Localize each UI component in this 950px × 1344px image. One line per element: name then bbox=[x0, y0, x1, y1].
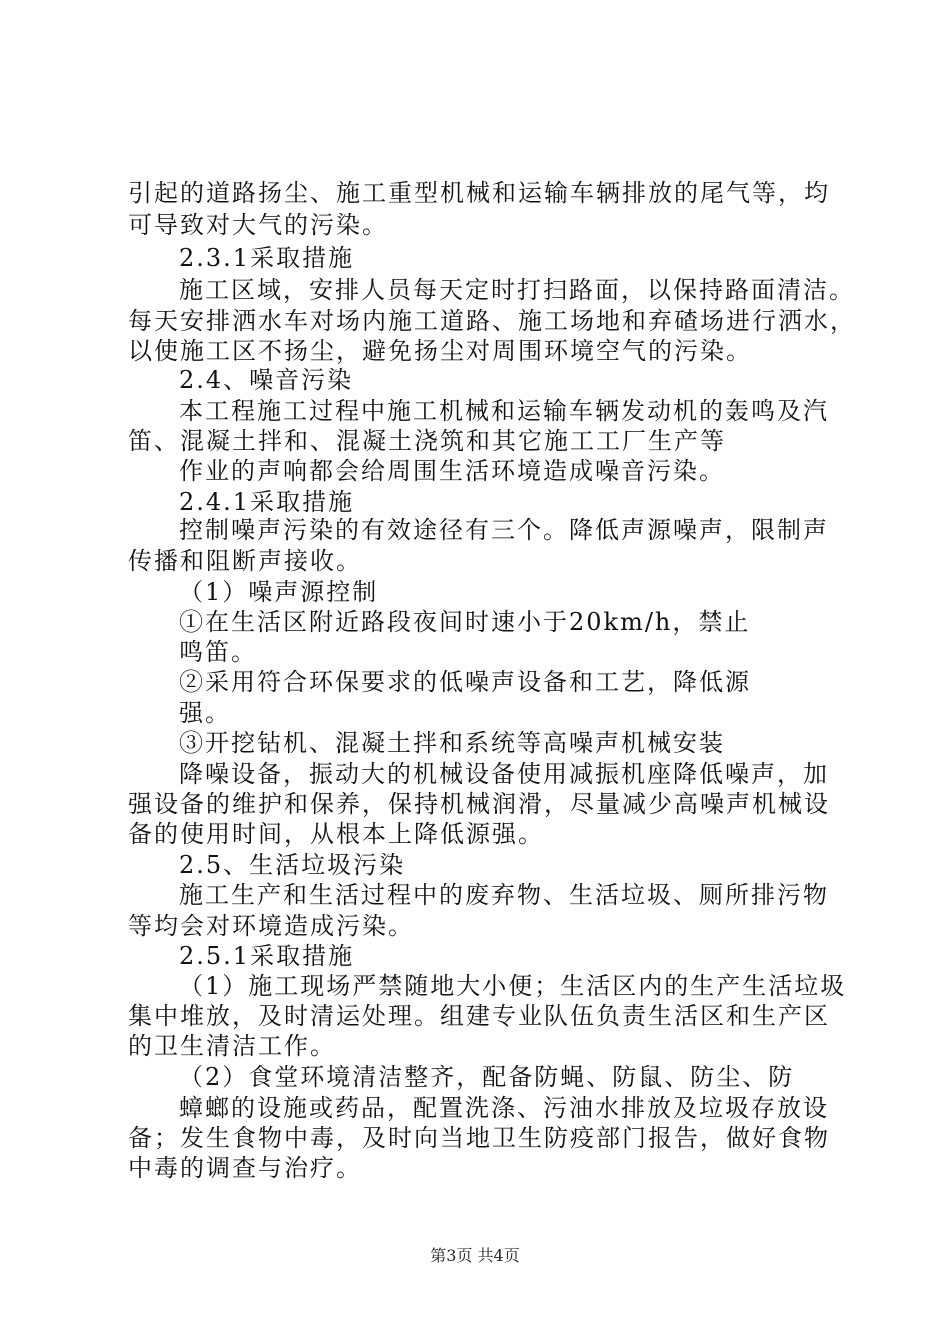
text-line: 蟑螂的设施或药品，配置洗涤、污油水排放及垃圾存放设 bbox=[179, 1094, 829, 1122]
text-line: 鸣笛。 bbox=[179, 638, 257, 666]
text-line: 等均会对环境造成污染。 bbox=[128, 912, 414, 940]
text-line: 中毒的调查与治疗。 bbox=[128, 1154, 362, 1182]
list-item: ①在生活区附近路段夜间时速小于20km/h，禁止 bbox=[179, 608, 751, 636]
text-line: 施工生产和生活过程中的废弃物、生活垃圾、厕所排污物 bbox=[179, 881, 829, 909]
text-line: 每天安排洒水车对场内施工道路、施工场地和弃碴场进行洒水， bbox=[128, 307, 856, 335]
text-line: 控制噪声污染的有效途径有三个。降低声源噪声，限制声 bbox=[179, 516, 829, 544]
list-item: （1）施工现场严禁随地大小便；生活区内的生产生活垃圾 bbox=[179, 972, 847, 1000]
list-item: ②采用符合环保要求的低噪声设备和工艺，降低源 bbox=[179, 668, 751, 696]
text-line: 传播和阻断声接收。 bbox=[128, 547, 362, 575]
text-line: 作业的声响都会给周围生活环境造成噪音污染。 bbox=[179, 457, 725, 485]
text-line: 降噪设备，振动大的机械设备使用减振机座降低噪声，加 bbox=[179, 760, 829, 788]
page-number-footer: 第3页 共4页 bbox=[430, 1246, 520, 1265]
text-line: 强设备的维护和保养，保持机械润滑，尽量减少高噪声机械设 bbox=[128, 790, 830, 818]
text-line: 集中堆放，及时清运处理。组建专业队伍负责生活区和生产区 bbox=[128, 1002, 830, 1030]
text-line: 笛、混凝土拌和、混凝土浇筑和其它施工工厂生产等 bbox=[128, 427, 726, 455]
text-line: 强。 bbox=[179, 699, 231, 727]
list-item: （2）食堂环境清洁整齐，配备防蝇、防鼠、防尘、防 bbox=[179, 1063, 795, 1091]
text-line: 施工区域，安排人员每天定时打扫路面，以保持路面清洁。 bbox=[179, 276, 855, 304]
text-line: 引起的道路扬尘、施工重型机械和运输车辆排放的尾气等，均 bbox=[128, 179, 830, 207]
section-heading: 2.5、生活垃圾污染 bbox=[179, 851, 406, 879]
section-heading: 2.3.1采取措施 bbox=[179, 244, 355, 272]
list-item: ③开挖钻机、混凝土拌和系统等高噪声机械安装 bbox=[179, 729, 725, 757]
list-heading: （1）噪声源控制 bbox=[179, 578, 379, 606]
text-line: 可导致对大气的污染。 bbox=[128, 211, 388, 239]
text-line: 以使施工区不扬尘，避免扬尘对周围环境空气的污染。 bbox=[128, 337, 752, 365]
section-heading: 2.4.1采取措施 bbox=[179, 488, 355, 516]
text-line: 的卫生清洁工作。 bbox=[128, 1032, 336, 1060]
text-line: 本工程施工过程中施工机械和运输车辆发动机的轰鸣及汽 bbox=[179, 397, 829, 425]
text-line: 备的使用时间，从根本上降低源强。 bbox=[128, 820, 544, 848]
section-heading: 2.4、噪音污染 bbox=[179, 366, 354, 394]
text-line: 备；发生食物中毒，及时向当地卫生防疫部门报告，做好食物 bbox=[128, 1124, 830, 1152]
section-heading: 2.5.1采取措施 bbox=[179, 942, 355, 970]
